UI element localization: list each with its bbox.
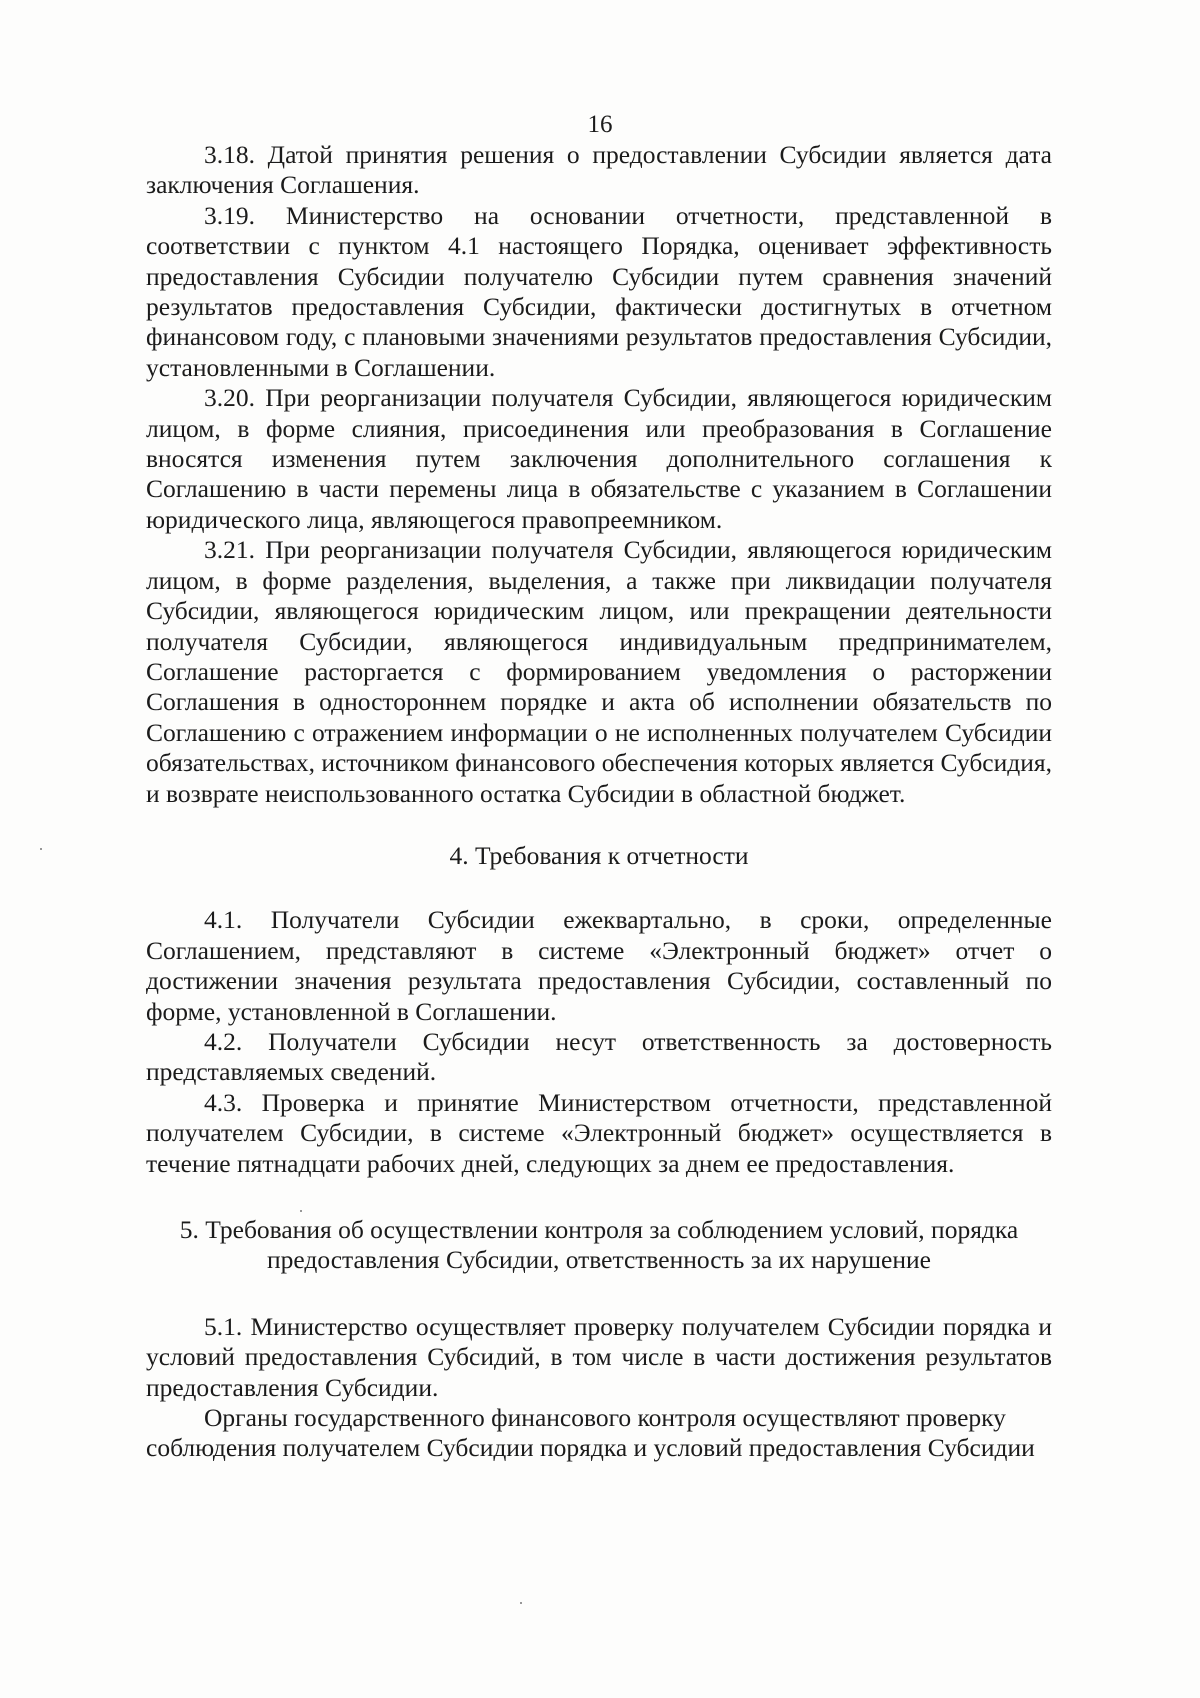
paragraph-3-21: 3.21. При реорганизации получателя Субсидии, являющегося юридическим лицом, в форме разделения, выделения, а также при ликвидации получателя Субсидии, являющегося юридическим лицом, или прекращении деятельности получателя Субсидии, являющегося индивидуальным предпринимателем, Соглашение расторгается с формированием уведомления о расторжении Соглашения в одностороннем порядке и акта об исполнении обязательств по Соглашению с отражением информации о не исполненных получателем Субсидии обязательствах, источником финансового обеспечения которых является Субсидия, и возврате неиспользованного остатка Субсидии в областной бюджет. (146, 535, 1052, 808)
section-4-title: 4. Требования к отчетности (449, 840, 749, 870)
paragraph-5-1: 5.1. Министерство осуществляет проверку получателем Субсидии порядка и условий предоставления Субсидий, в том числе в части достижения результатов предоставления Субсидии. (146, 1311, 1052, 1402)
document-body (146, 140, 1052, 1464)
paragraph-4-3: 4.3. Проверка и принятие Министерством отчетности, представленной получателем Субсидии, в системе «Электронный бюджет» осуществляется в течение пятнадцати рабочих дней, следующих за днем ее предоставления. (146, 1087, 1052, 1178)
paragraph-5-control: Органы государственного финансового контроля осуществляют проверку соблюдения получателем Субсидии порядка и условий предоставления Субсидии (146, 1403, 1035, 1463)
paragraph-4-2: 4.2. Получатели Субсидии несут ответственность за достоверность представляемых сведений. (146, 1026, 1052, 1087)
scan-speck (40, 848, 42, 850)
section-5-title: 5. Требования об осуществлении контроля за соблюдением условий, порядка предоставления Субсидии, ответственность за их нарушение (179, 1215, 1019, 1275)
paragraph-3-20: 3.20. При реорганизации получателя Субсидии, являющегося юридическим лицом, в форме слияния, присоединения или преобразования в Соглашение вносятся изменения путем заключения дополнительного соглашения к Соглашению в части перемены лица в обязательстве с указанием в Соглашении юридического лица, являющегося правопреемником. (146, 383, 1052, 534)
paragraph-3-18: 3.18. Датой принятия решения о предоставлении Субсидии является дата заключения Соглашения. (146, 140, 1052, 200)
paragraph-4-1: 4.1. Получатели Субсидии ежеквартально, в сроки, определенные Соглашением, представляют в системе «Электронный бюджет» отчет о достижении значения результата предоставления Субсидии, составленный по форме, установленной в Соглашении. (146, 905, 1052, 1026)
scan-speck (300, 1210, 302, 1212)
page-number: 16 (587, 111, 613, 138)
scan-speck (520, 1602, 522, 1604)
paragraph-3-19: 3.19. Министерство на основании отчетности, представленной в соответствии с пунктом 4.1 настоящего Порядка, оценивает эффективность предоставления Субсидии получателю Субсидии путем сравнения значений результатов предоставления Субсидии, фактически достигнутых в отчетном финансовом году, с плановыми значениями результатов предоставления Субсидии, установленными в Соглашении. (146, 200, 1052, 382)
